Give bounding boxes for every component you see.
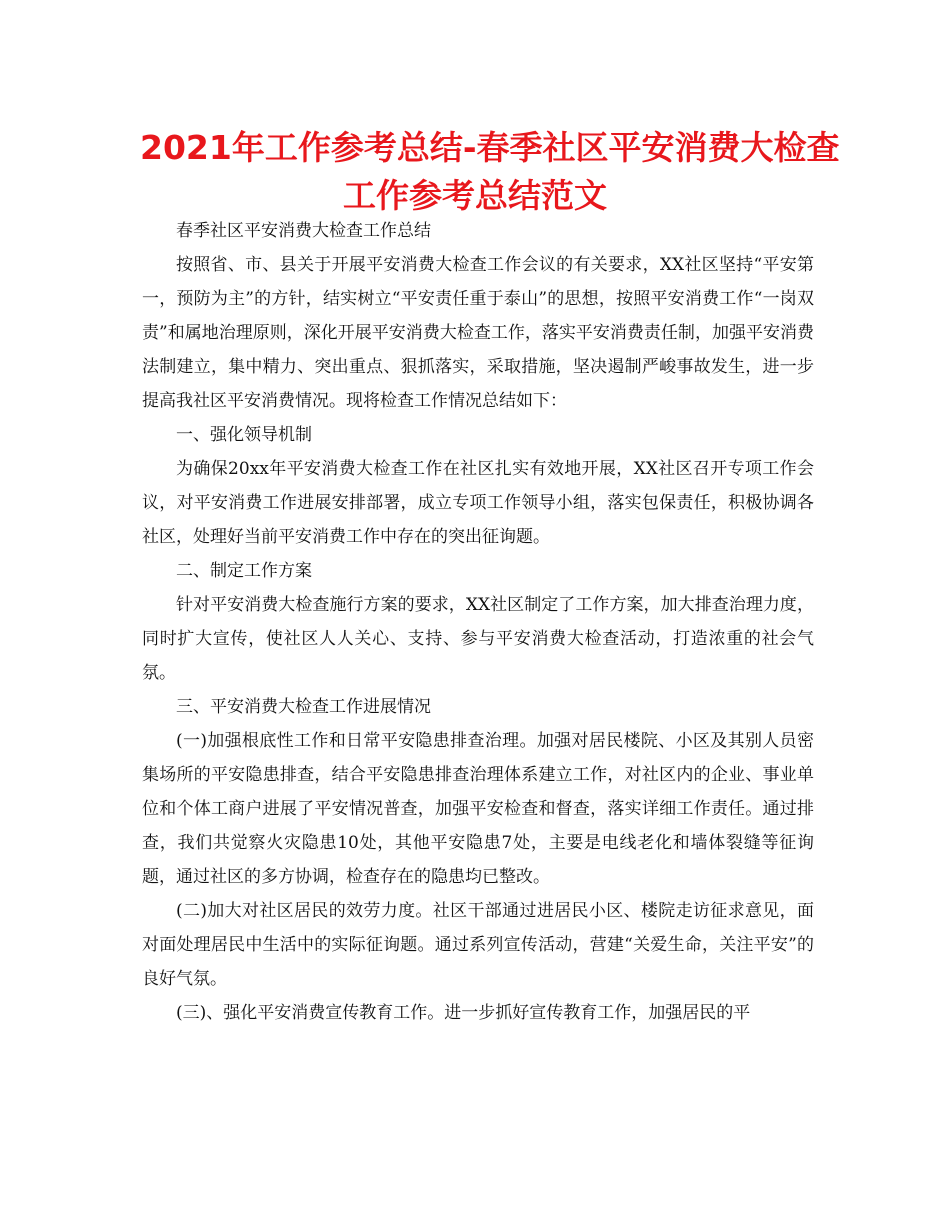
paragraph-subtitle: 春季社区平安消费大检查工作总结 [176,221,431,241]
document-title [140,124,840,220]
heading-section-2: 二、制定工作方案 [176,561,312,581]
paragraph-item-2: (二)加大对社区居民的效劳力度。社区干部通过进居民小区、楼院走访征求意见，面对面处理居民中生活中的实际征询题。通过系列宣传活动，营建“关爱生命，关注平安”的良好气氛。 [142,901,814,989]
paragraph-intro: 按照省、市、县关于开展平安消费大检查工作会议的有关要求，XX社区坚持“平安第一，预防为主”的方针，结实树立“平安责任重于泰山”的思想，按照平安消费工作“一岗双责”和属地治理原则，深化开展平安消费大检查工作，落实平安消费责任制，加强平安消费法制建立，集中精力、突出重点、狠抓落实，采取措施，坚决遏制严峻事故发生，进一步提高我社区平安消费情况。现将检查工作情况总结如下： [142,255,814,411]
heading-section-3: 三、平安消费大检查工作进展情况 [176,697,431,717]
heading-section-1: 一、强化领导机制 [176,425,312,445]
document-body [142,214,814,1030]
paragraph-item-1: (一)加强根底性工作和日常平安隐患排查治理。加强对居民楼院、小区及其别人员密集场所的平安隐患排查，结合平安隐患排查治理体系建立工作，对社区内的企业、事业单位和个体工商户进展了平安情况普查，加强平安检查和督查，落实详细工作责任。通过排查，我们共觉察火灾隐患10处，其他平安隐患7处，主要是电线老化和墙体裂缝等征询题，通过社区的多方协调，检查存在的隐患均已整改。 [142,731,814,887]
title-line-1: 2021年工作参考总结-春季社区平安消费大检查 [140,128,840,167]
paragraph-item-3: (三)、强化平安消费宣传教育工作。进一步抓好宣传教育工作，加强居民的平 [176,1003,751,1023]
title-line-2: 工作参考总结范文 [343,176,607,215]
paragraph-section-2: 针对平安消费大检查施行方案的要求，XX社区制定了工作方案，加大排查治理力度，同时扩大宣传，使社区人人关心、支持、参与平安消费大检查活动，打造浓重的社会气氛。 [142,595,814,683]
paragraph-section-1: 为确保20xx年平安消费大检查工作在社区扎实有效地开展，XX社区召开专项工作会议，对平安消费工作进展安排部署，成立专项工作领导小组，落实包保责任，积极协调各社区，处理好当前平安消费工作中存在的突出征询题。 [142,459,814,547]
